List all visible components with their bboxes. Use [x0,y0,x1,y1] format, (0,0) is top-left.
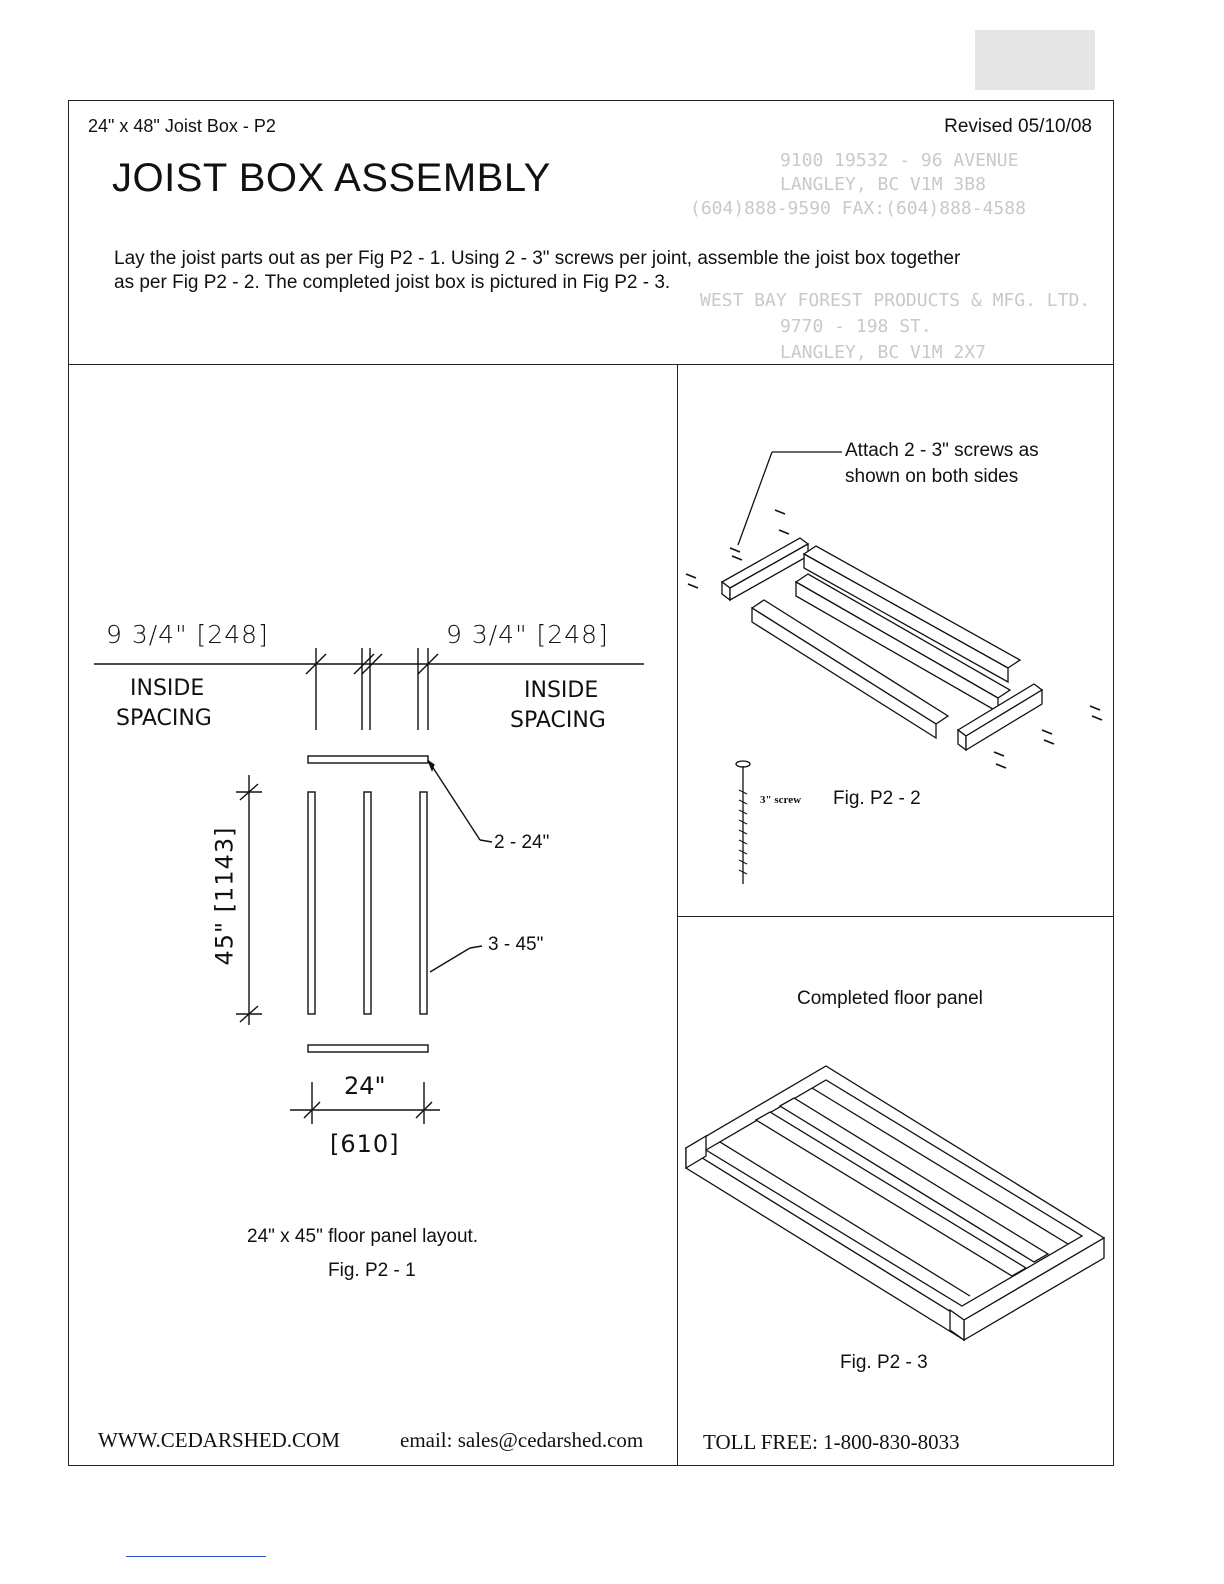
label-3-45: 3 - 45" [488,934,544,955]
link-underline [126,1556,266,1557]
right-inside-label: INSIDE [524,678,599,703]
toll-free-number: TOLL FREE: 1-800-830-8033 [703,1430,960,1454]
bleed-through-text: LANGLEY, BC V1M 2X7 [780,342,986,363]
label-2-24: 2 - 24" [494,832,550,853]
left-spacing-dim: 9 3/4" [248] [106,620,269,649]
right-spacing-label: SPACING [510,708,606,733]
fig3-caption: Completed floor panel [797,988,983,1009]
document-id: 24" x 48" Joist Box - P2 [88,116,276,136]
email-link[interactable]: email: sales@cedarshed.com [400,1428,644,1452]
fig3-label: Fig. P2 - 3 [840,1352,928,1373]
instructions-line-2: as per Fig P2 - 2. The completed joist box is pictured in Fig P2 - 3. [114,272,671,293]
bleed-through-text: 9100 19532 - 96 AVENUE [780,150,1019,171]
screw-callout-line-1: Attach 2 - 3" screws as [845,440,1039,461]
fig1-label: Fig. P2 - 1 [328,1260,416,1281]
bleed-through-text: 9770 - 198 ST. [780,316,932,337]
screw-label: 3" screw [760,794,802,806]
right-spacing-dim: 9 3/4" [248] [446,620,609,649]
left-inside-label: INSIDE [130,676,205,701]
height-dimension: 45" [1143] [210,826,239,966]
website-link[interactable]: WWW.CEDARSHED.COM [98,1428,340,1452]
fig1-caption: 24" x 45" floor panel layout. [247,1226,479,1247]
instructions-line-1: Lay the joist parts out as per Fig P2 - 1. Using 2 - 3" screws per joint, assemble the joist box together [114,248,961,269]
bleed-through-text: LANGLEY, BC V1M 3B8 [780,174,986,195]
left-spacing-label: SPACING [116,706,212,731]
bleed-through-text: (604)888-9590 FAX:(604)888-4588 [690,198,1026,219]
page-title: JOIST BOX ASSEMBLY [112,156,551,200]
screw-callout-line-2: shown on both sides [845,466,1019,487]
width-mm: [610] [330,1130,400,1158]
bleed-through-text: WEST BAY FOREST PRODUCTS & MFG. LTD. [700,290,1091,311]
width-inches: 24" [344,1072,386,1100]
fig2-label: Fig. P2 - 2 [833,788,921,809]
revised-date: Revised 05/10/08 [944,116,1092,137]
